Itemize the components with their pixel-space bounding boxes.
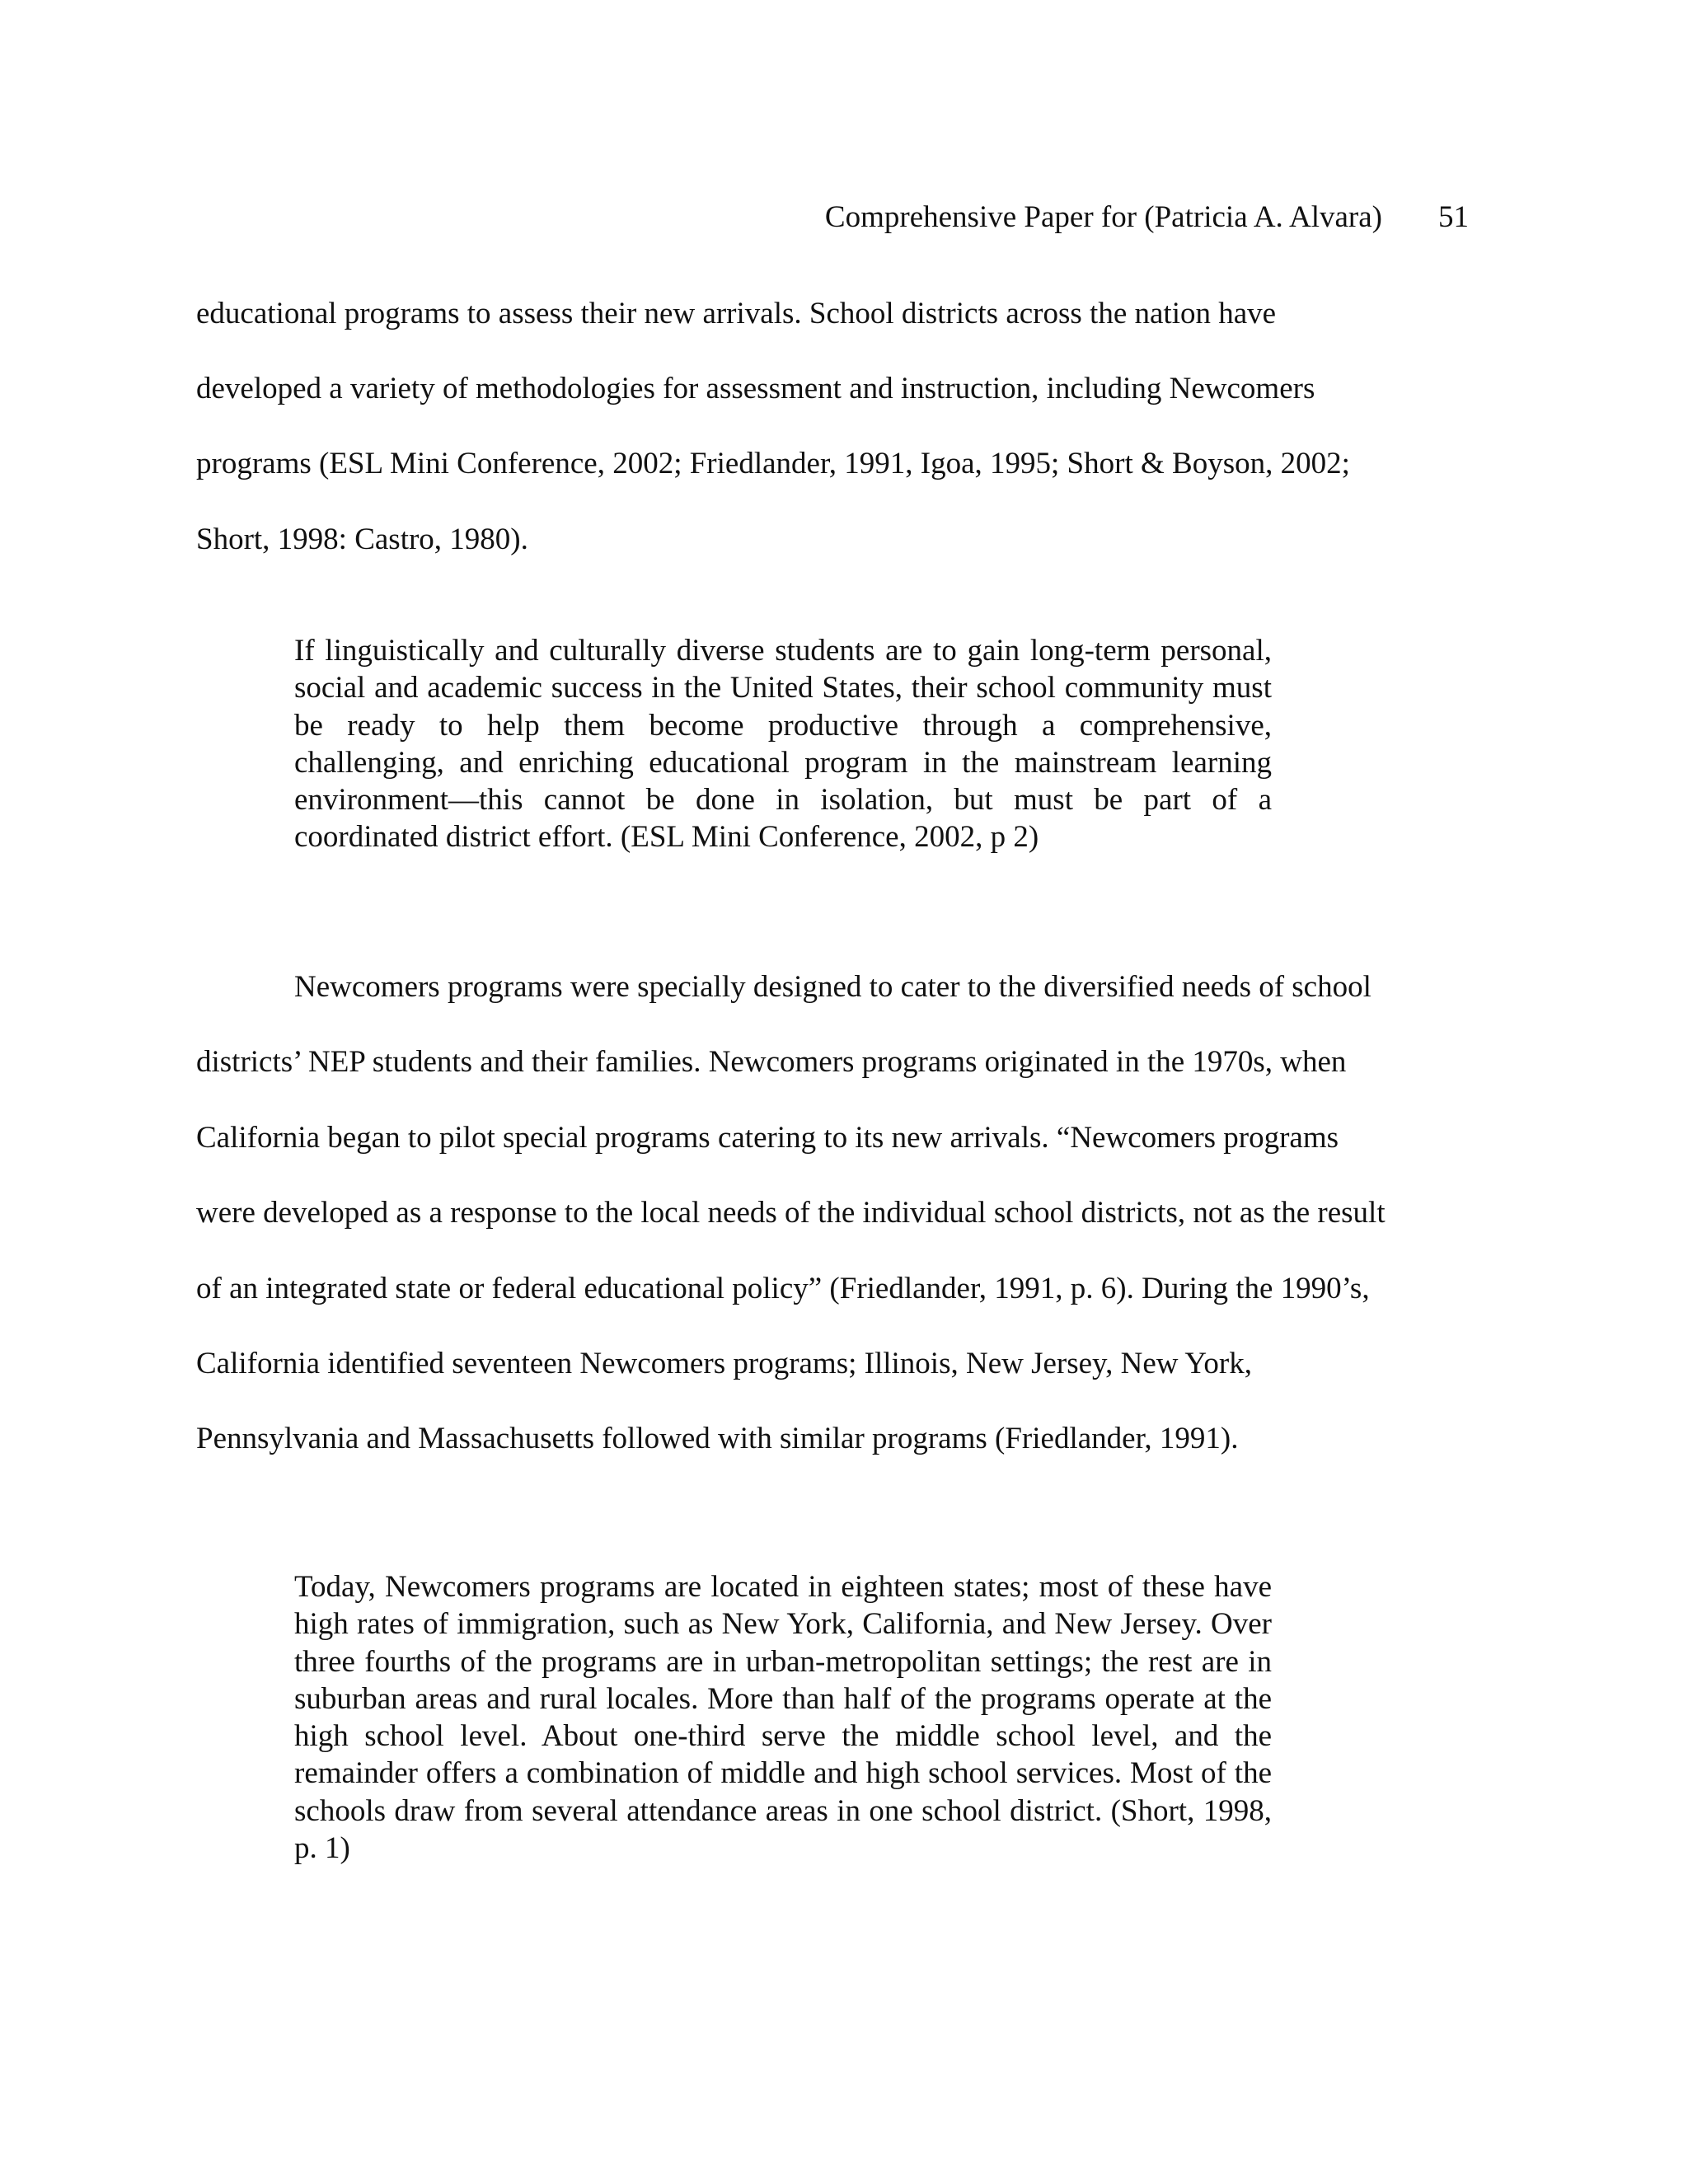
paragraph-line: educational programs to assess their new arrivals. School districts across the nation have	[196, 297, 1277, 330]
block-quote-1: If linguistically and culturally diverse students are to gain long-term personal, social and academic success in the United States, their school community must be ready to help them become productive through a comprehensive, challenging, and enriching educational program in the mainstream learning environment—this cannot be done in isolation, but must be part of a coordinated district effort. (ESL Mini Conference, 2002, p 2)	[294, 634, 1272, 855]
paragraph-line: California began to pilot special programs catering to its new arrivals. “Newcomers programs	[196, 1121, 1339, 1155]
paragraph-line: developed a variety of methodologies for assessment and instruction, including Newcomers	[196, 372, 1315, 405]
paragraph-line: were developed as a response to the local needs of the individual school districts, not as the result	[196, 1196, 1386, 1230]
paragraph-line: programs (ESL Mini Conference, 2002; Friedlander, 1991, Igoa, 1995; Short & Boyson, 2002;	[196, 447, 1350, 480]
paragraph-line: Pennsylvania and Massachusetts followed with similar programs (Friedlander, 1991).	[196, 1422, 1239, 1455]
paragraph-line: Newcomers programs were specially designed to cater to the diversified needs of school	[294, 970, 1372, 1004]
paragraph-line: districts’ NEP students and their families. Newcomers programs originated in the 1970s, when	[196, 1045, 1347, 1079]
running-head	[0, 198, 1469, 237]
block-quote-2: Today, Newcomers programs are located in eighteen states; most of these have high rates of immigration, such as New York, California, and New Jersey. Over three fourths of the programs are in urban-metropolitan settings; the rest are in suburban areas and rural locales. More than half of the programs operate at the high school level. About one-third serve the middle school level, and the remainder offers a combination of middle and high school services. Most of the schools draw from several attendance areas in one school district. (Short, 1998, p. 1)	[294, 1570, 1272, 1866]
paragraph-line: California identified seventeen Newcomers programs; Illinois, New Jersey, New York,	[196, 1347, 1252, 1380]
running-title: Comprehensive Paper for (Patricia A. Alvara)	[824, 200, 1382, 234]
paragraph-line: Short, 1998: Castro, 1980).	[196, 523, 528, 556]
page-number: 51	[1438, 200, 1469, 234]
paragraph-line: of an integrated state or federal educational policy” (Friedlander, 1991, p. 6). During the 1990’s,	[196, 1272, 1370, 1305]
